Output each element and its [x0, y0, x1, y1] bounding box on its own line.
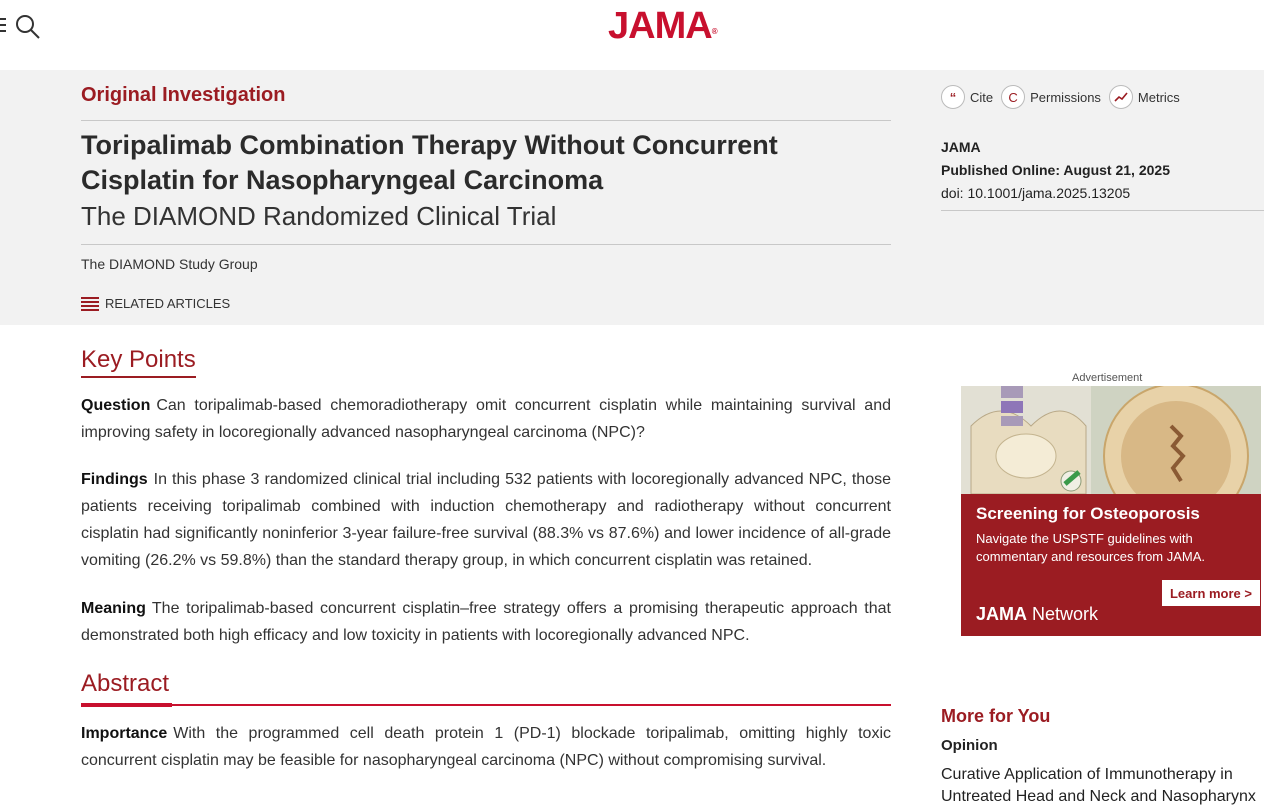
- abstract-heading: Abstract: [81, 670, 170, 697]
- permissions-label: Permissions: [1030, 89, 1101, 105]
- related-articles-button[interactable]: [81, 296, 230, 311]
- jama-logo[interactable]: [608, 4, 718, 48]
- jama-network-logo: [976, 604, 1098, 625]
- search-icon[interactable]: [14, 12, 42, 40]
- related-articles-label: RELATED ARTICLES: [105, 296, 231, 311]
- cite-button[interactable]: [941, 85, 993, 109]
- findings-text: In this phase 3 randomized clinical trial including 532 patients with locoregionally advanced NPC, those patients receiving toripalimab combined with induction chemotherapy and radiotherapy without concurrent cisplatin had significantly noninferior 3-year failure-free survival (88.3% vs 87.6%) and lower incidence of all-grade vomiting (26.2% vs 59.8%) than the standard therapy group, in which concurrent cisplatin was retained.: [81, 471, 891, 569]
- publication-meta: [941, 136, 1170, 205]
- more-section-label: Opinion: [941, 737, 998, 754]
- metrics-label: Metrics: [1137, 89, 1180, 105]
- logo-text: JAMA: [608, 5, 712, 47]
- doi[interactable]: doi: 10.1001/jama.2025.13205: [941, 185, 1131, 201]
- article-subtitle: The DIAMOND Randomized Clinical Trial: [81, 201, 557, 231]
- ad-image: [961, 386, 1261, 494]
- ad-title: Screening for Osteoporosis: [976, 504, 1200, 523]
- list-icon: [81, 297, 99, 311]
- article-tools: [941, 85, 1188, 109]
- more-article-link[interactable]: Curative Application of Immunotherapy in Untreated Head and Neck and Nasopharynx: [941, 766, 1256, 805]
- key-points-heading: Key Points: [81, 346, 196, 378]
- copyright-icon: C: [1001, 85, 1025, 109]
- top-bar: [0, 0, 1264, 70]
- article-category[interactable]: Original Investigation: [81, 84, 286, 106]
- permissions-button[interactable]: [1001, 85, 1101, 109]
- key-point-meaning: [81, 595, 891, 649]
- journal-name[interactable]: JAMA: [941, 139, 981, 155]
- divider: [81, 120, 891, 121]
- learn-more-button[interactable]: Learn more >: [1162, 580, 1260, 606]
- key-point-question: [81, 392, 891, 446]
- logo-mark: ®: [711, 27, 718, 36]
- published-date: Published Online: August 21, 2025: [941, 162, 1170, 178]
- importance-text: With the programmed cell death protein 1 (PD-1) blockade toripalimab, omitting highly toxic concurrent cisplatin may be feasible for nasopharyngeal carcinoma (NPC) without compromising survival.: [81, 725, 891, 769]
- divider: [941, 210, 1264, 211]
- cite-label: Cite: [970, 89, 994, 105]
- abstract-importance: [81, 720, 891, 774]
- brand-rest: Network: [1027, 604, 1099, 624]
- meaning-text: The toripalimab-based concurrent cisplatin–free strategy offers a promising therapeutic approach that demonstrated both high efficacy and low toxicity in patients with locoregionally advanced NPC.: [81, 600, 891, 644]
- divider: [81, 704, 891, 706]
- quote-icon: “: [941, 85, 965, 109]
- article-title: Toripalimab Combination Therapy Without Concurrent Cisplatin for Nasopharyngeal Carcinoma: [81, 130, 778, 195]
- meaning-label: Meaning: [81, 600, 146, 617]
- heading-underline: [81, 703, 172, 707]
- importance-label: Importance: [81, 725, 168, 742]
- metrics-button[interactable]: [1109, 85, 1180, 109]
- trend-icon: [1109, 85, 1133, 109]
- divider: [81, 244, 891, 245]
- key-point-findings: [81, 466, 891, 574]
- question-text: Can toripalimab-based chemoradiotherapy omit concurrent cisplatin while maintaining survival and improving safety in locoregionally advanced nasopharyngeal carcinoma (NPC)?: [81, 397, 891, 441]
- article-authors[interactable]: The DIAMOND Study Group: [81, 256, 258, 272]
- advertisement[interactable]: [961, 386, 1261, 636]
- brand-bold: JAMA: [976, 604, 1028, 624]
- more-for-you-heading: More for You: [941, 706, 1051, 726]
- ad-panel: [961, 494, 1261, 636]
- question-label: Question: [81, 397, 151, 414]
- advertisement-label: Advertisement: [1072, 372, 1143, 384]
- menu-icon[interactable]: [0, 14, 6, 36]
- ad-text: Navigate the USPSTF guidelines with commentary and resources from JAMA.: [976, 531, 1206, 564]
- findings-label: Findings: [81, 471, 148, 488]
